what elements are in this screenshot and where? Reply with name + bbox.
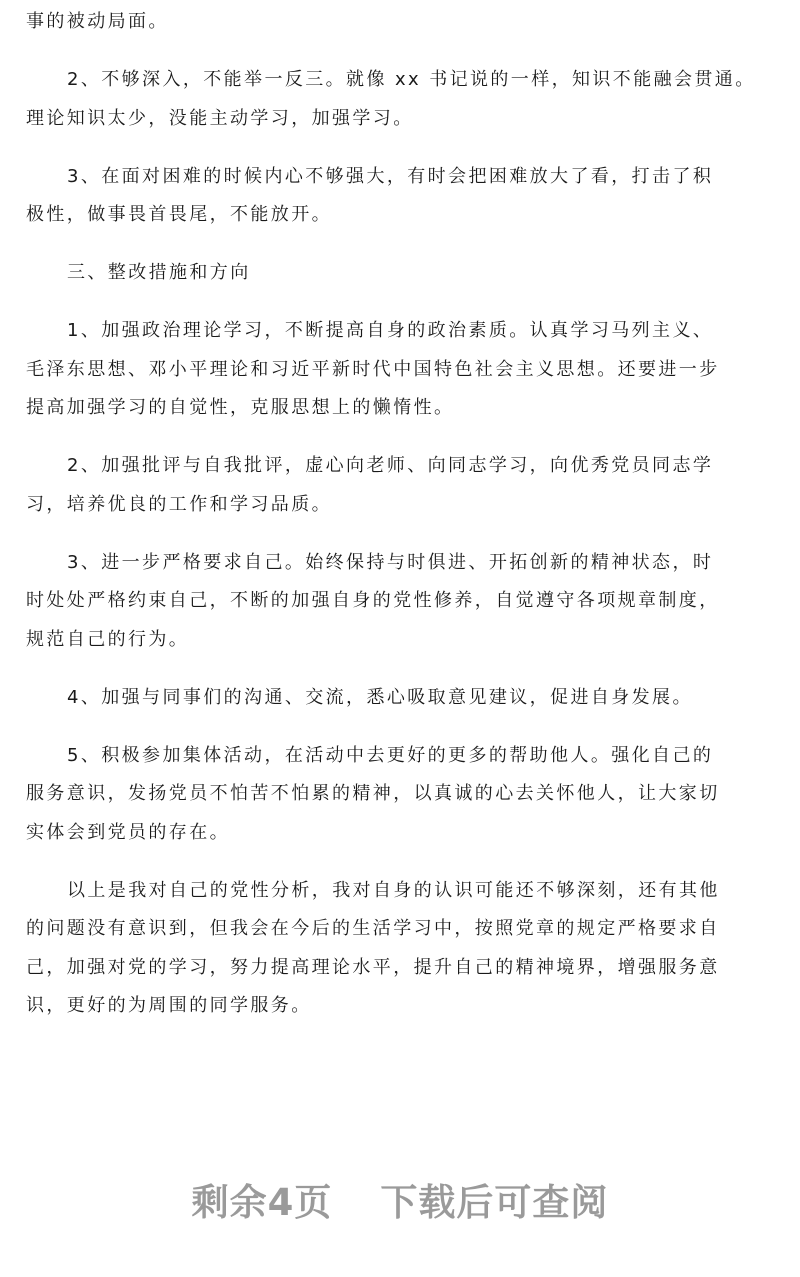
download-prompt — [0, 1172, 800, 1226]
paragraph — [26, 544, 756, 660]
paragraph — [26, 158, 756, 235]
text-line: 2、加强批评与自我批评，虚心向老师、向同志学习，向优秀党员同志学 — [67, 455, 714, 476]
text-line: 习，培养优良的工作和学习品质。 — [26, 493, 332, 515]
text-line: 1、加强政治理论学习，不断提高自身的政治素质。认真学习马列主义、 — [67, 320, 714, 341]
text-line: 服务意识，发扬党员不怕苦不怕累的精神，以真诚的心去关怀他人，让大家切 — [26, 783, 720, 804]
paragraph — [26, 447, 756, 524]
text-line: 三、整改措施和方向 — [67, 262, 251, 283]
paragraph — [26, 872, 756, 1026]
text-line: 极性，做事畏首畏尾，不能放开。 — [26, 204, 332, 225]
paragraph — [26, 254, 756, 293]
remaining-pages-label: 剩余4页 — [191, 1181, 333, 1224]
text-line: 实体会到党员的存在。 — [26, 821, 230, 843]
text-line: 的问题没有意识到，但我会在今后的生活学习中，按照党章的规定严格要求自 — [26, 918, 720, 939]
text-line: 3、进一步严格要求自己。始终保持与时俱进、开拓创新的精神状态，时 — [67, 551, 714, 573]
paragraph — [26, 737, 756, 853]
text-line: 事的被动局面。 — [26, 11, 169, 32]
text-line: 识，更好的为周围的同学服务。 — [26, 995, 312, 1016]
text-line: 4、加强与同事们的沟通、交流，悉心吸取意见建议，促进自身发展。 — [67, 686, 693, 708]
paragraph — [26, 3, 756, 42]
text-line: 3、在面对困难的时候内心不够强大，有时会把困难放大了看，打击了积 — [67, 165, 714, 187]
text-line: 以上是我对自己的党性分析，我对自身的认识可能还不够深刻，还有其他 — [67, 879, 720, 901]
text-line: 时处处严格约束自己，不断的加强自身的党性修养，自觉遵守各项规章制度， — [26, 590, 720, 611]
text-line: 毛泽东思想、邓小平理论和习近平新时代中国特色社会主义思想。还要进一步 — [26, 358, 720, 380]
text-line: 提高加强学习的自觉性，克服思想上的懒惰性。 — [26, 397, 455, 418]
download-to-view-label[interactable]: 下载后可查阅 — [380, 1181, 609, 1224]
paragraph — [26, 679, 756, 718]
text-line: 规范自己的行为。 — [26, 628, 190, 650]
text-line: 己，加强对党的学习，努力提高理论水平，提升自己的精神境界，增强服务意 — [26, 956, 720, 978]
paragraph — [26, 61, 756, 138]
document-body — [26, 3, 756, 1045]
text-line: 理论知识太少，没能主动学习，加强学习。 — [26, 107, 414, 129]
paragraph — [26, 312, 756, 428]
text-line: 5、积极参加集体活动，在活动中去更好的更多的帮助他人。强化自己的 — [67, 744, 714, 766]
text-line: 2、不够深入，不能举一反三。就像 xx 书记说的一样，知识不能融会贯通。 — [67, 69, 756, 90]
